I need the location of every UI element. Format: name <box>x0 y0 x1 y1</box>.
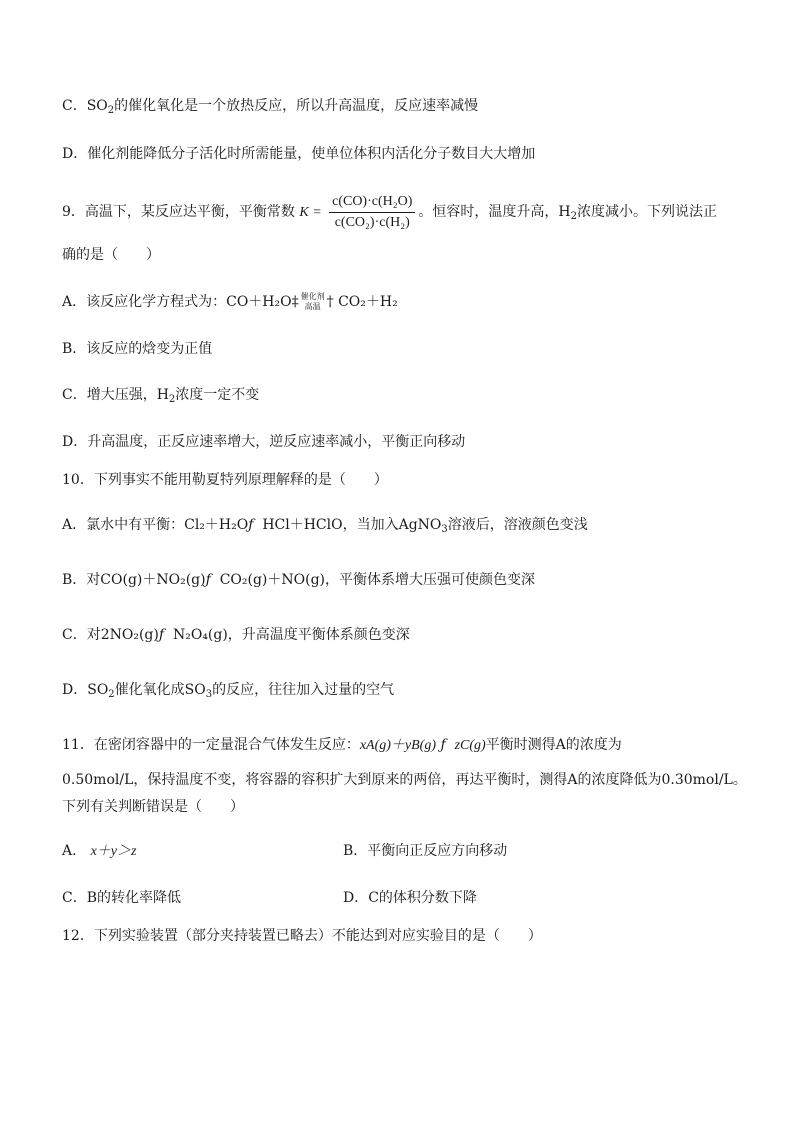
q9-option-c-pre: C．增大压强，H <box>62 387 169 403</box>
q8-option-d: D．催化剂能降低分子活化时所需能量，使单位体积内活化分子数目大大增加 <box>62 146 536 162</box>
q8-option-c <box>62 96 478 121</box>
q10-option-a-post: 溶液后，溶液颜色变浅 <box>447 517 588 533</box>
q10-option-c-arrow: ƒ <box>158 627 165 643</box>
q10-option-d <box>62 680 394 705</box>
q10-option-d-post: 的反应，往往加入过量的空气 <box>212 682 395 698</box>
q11-option-d: D．C的体积分数下降 <box>343 890 477 906</box>
q10-option-d-pre: D．SO <box>62 682 109 698</box>
q10-option-d-sub2: 3 <box>205 689 213 700</box>
q9-option-a-arrow2: † <box>326 294 334 310</box>
q10-option-c <box>62 625 410 645</box>
q9-equilibrium-fraction <box>329 193 415 232</box>
q9-condition-top: 催化剂 <box>300 292 325 301</box>
q10-option-b-post: CO₂(g)＋NO(g)，平衡体系增大压强可使颜色变深 <box>219 572 535 588</box>
q10-option-a-arrow: ƒ <box>248 517 254 533</box>
q11-arrow: ƒ <box>440 737 446 753</box>
q9-option-a-post: CO₂＋H₂ <box>338 294 398 310</box>
q9-prefix: 9．高温下，某反应达平衡，平衡常数 <box>62 204 295 220</box>
q9-stem <box>62 190 717 239</box>
q11-option-a <box>62 841 136 862</box>
q10-option-d-mid: 催化氧化成SO <box>114 682 206 698</box>
q11-option-b: B．平衡向正反应方向移动 <box>343 843 508 859</box>
q11-stem-line3: 下列有关判断错误是（ ） <box>62 799 244 815</box>
q9-option-a-arrow: ‡ <box>291 294 299 310</box>
q10-option-b <box>62 570 535 590</box>
q10-option-b-arrow: ƒ <box>205 572 211 588</box>
q9-option-c-sub: 2 <box>168 394 176 405</box>
q9-suffix-a: 。恒容时，温度升高，H <box>418 204 571 220</box>
q11-reaction-pre: xA(g)＋yB(g) <box>359 738 437 753</box>
q9-option-a <box>62 292 398 312</box>
q8-option-c-post: 的催化氧化是一个放热反应，所以升高温度，反应速率减慢 <box>114 98 479 114</box>
q9-denominator: c(CO₂)·c(H₂) <box>334 214 410 230</box>
q10-option-d-sub1: 2 <box>108 689 115 700</box>
q11-stem <box>62 735 622 756</box>
q11-option-c: C．B的转化率降低 <box>62 890 181 906</box>
q9-option-b: B．该反应的焓变为正值 <box>62 341 213 357</box>
q10-option-c-pre: C．对2NO₂(g) <box>62 627 159 643</box>
q9-stem-line2: 确的是（ ） <box>62 247 160 263</box>
q9-condition-bottom: 高温 <box>304 302 321 311</box>
q10-option-b-pre: B．对CO(g)＋NO₂(g) <box>62 572 206 588</box>
q8-option-c-sub: 2 <box>107 105 115 116</box>
q11-option-a-label: A． <box>62 843 87 859</box>
q9-option-c <box>62 385 259 410</box>
q10-option-c-post: N₂O₄(g)，升高温度平衡体系颜色变深 <box>172 627 410 643</box>
q9-suffix-sub: 2 <box>570 211 577 222</box>
q9-reaction-condition <box>301 292 325 312</box>
q10-option-a-mid: HCl＋HClO，当加入AgNO <box>262 517 442 533</box>
q9-numerator: c(CO)·c(H₂O) <box>329 193 415 213</box>
q11-option-a-math: x＋y＞z <box>90 844 137 859</box>
q11-stem-b: 平衡时测得A的浓度为 <box>485 737 622 753</box>
q9-option-d: D．升高温度，正反应速率增大，逆反应速率减小，平衡正向移动 <box>62 434 466 450</box>
q10-option-a <box>62 515 588 540</box>
q10-stem: 10．下列事实不能用勒夏特列原理解释的是（ ） <box>62 472 388 488</box>
q12-stem: 12．下列实验装置（部分夹持装置已略去）不能达到对应实验目的是（ ） <box>62 928 542 944</box>
q8-option-c-pre: C．SO <box>62 98 108 114</box>
q10-option-a-pre: A．氯水中有平衡：Cl₂＋H₂O <box>62 517 249 533</box>
q10-option-a-sub: 3 <box>441 524 448 535</box>
q9-k-symbol: K = <box>299 205 322 220</box>
q11-reaction-post: zC(g) <box>454 738 486 753</box>
q9-option-a-pre: A．该反应化学方程式为：CO＋H₂O <box>62 294 292 310</box>
q9-option-c-post: 浓度一定不变 <box>175 387 260 403</box>
q11-stem-line2: 0.50mol/L，保持温度不变，将容器的容积扩大到原来的两倍，再达平衡时，测得A的浓度降低为0.30mol/L。 <box>62 772 747 788</box>
q11-stem-a: 11．在密闭容器中的一定量混合气体发生反应： <box>62 737 360 753</box>
q9-suffix-b: 浓度减小。下列说法正 <box>577 204 717 220</box>
